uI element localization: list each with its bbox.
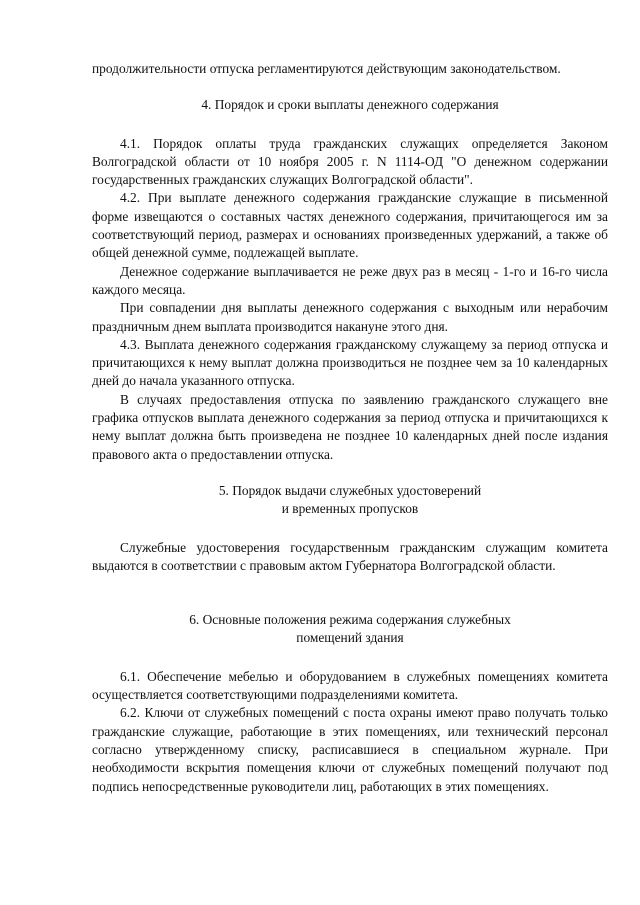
paragraph-4-3-off-schedule: В случаях предоставления отпуска по заявлению гражданского служащего вне графика отпусков выплата денежного содержания за период отпуска и причитающихся к нему выплат должна быть произведена не позднее 10 календарных дней после издания правового акта о предоставлении отпуска. bbox=[92, 391, 608, 462]
paragraph-4-2-holiday-rule: При совпадении дня выплаты денежного содержания с выходным или нерабочим праздничным днем выплата производится накануне этого дня. bbox=[92, 300, 608, 334]
section-6-heading-line-2: помещений здания bbox=[296, 630, 404, 646]
section-5-heading-line-1: 5. Порядок выдачи служебных удостоверений bbox=[218, 482, 482, 498]
section-6-heading-line-1: 6. Основные положения режима содержания служебных bbox=[189, 612, 511, 628]
paragraph-6-1: 6.1. Обеспечение мебелью и оборудованием в служебных помещениях комитета осуществляется соответствующими подразделениями комитета. bbox=[92, 668, 608, 703]
intro-paragraph: продолжительности отпуска регламентируются действующим законодательством. bbox=[92, 61, 561, 76]
section-4-heading: 4. Порядок и сроки выплаты денежного содержания bbox=[201, 97, 499, 113]
paragraph-4-3: 4.3. Выплата денежного содержания гражданскому служащему за период отпуска и причитающихся к нему выплат должна производиться не позднее чем за 10 календарных дней до начала указанного отпуска. bbox=[92, 336, 608, 389]
paragraph-4-2-payment-frequency: Денежное содержание выплачивается не реже двух раз в месяц - 1-го и 16-го числа каждого месяца. bbox=[92, 263, 608, 297]
paragraph-6-2: 6.2. Ключи от служебных помещений с поста охраны имеют право получать только гражданские служащие, работающие в этих помещениях, или технический персонал согласно утвержденному списку, расписавшиеся в специальном журнале. При необходимости вскрытия помещения ключи от служебных помещений получают под подпись непосредственные руководители лиц, работающих в этих помещениях. bbox=[92, 705, 608, 794]
section-5-heading-line-2: и временных пропусков bbox=[281, 501, 419, 517]
paragraph-4-2: 4.2. При выплате денежного содержания гражданские служащие в письменной форме извещаются о составных частях денежного содержания, причитающегося им за соответствующий период, размерах и основаниях произведенных удержаний, а также об общей денежной сумме, подлежащей выплате. bbox=[92, 190, 608, 261]
paragraph-5-1: Служебные удостоверения государственным гражданским служащим комитета выдаются в соответствии с правовым актом Губернатора Волгоградской области. bbox=[92, 539, 608, 573]
paragraph-4-1: 4.1. Порядок оплаты труда гражданских служащих определяется Законом Волгоградской области от 10 ноября 2005 г. N 1114-ОД "О денежном содержании государственных гражданских служащих Волгоградской области". bbox=[92, 135, 608, 188]
